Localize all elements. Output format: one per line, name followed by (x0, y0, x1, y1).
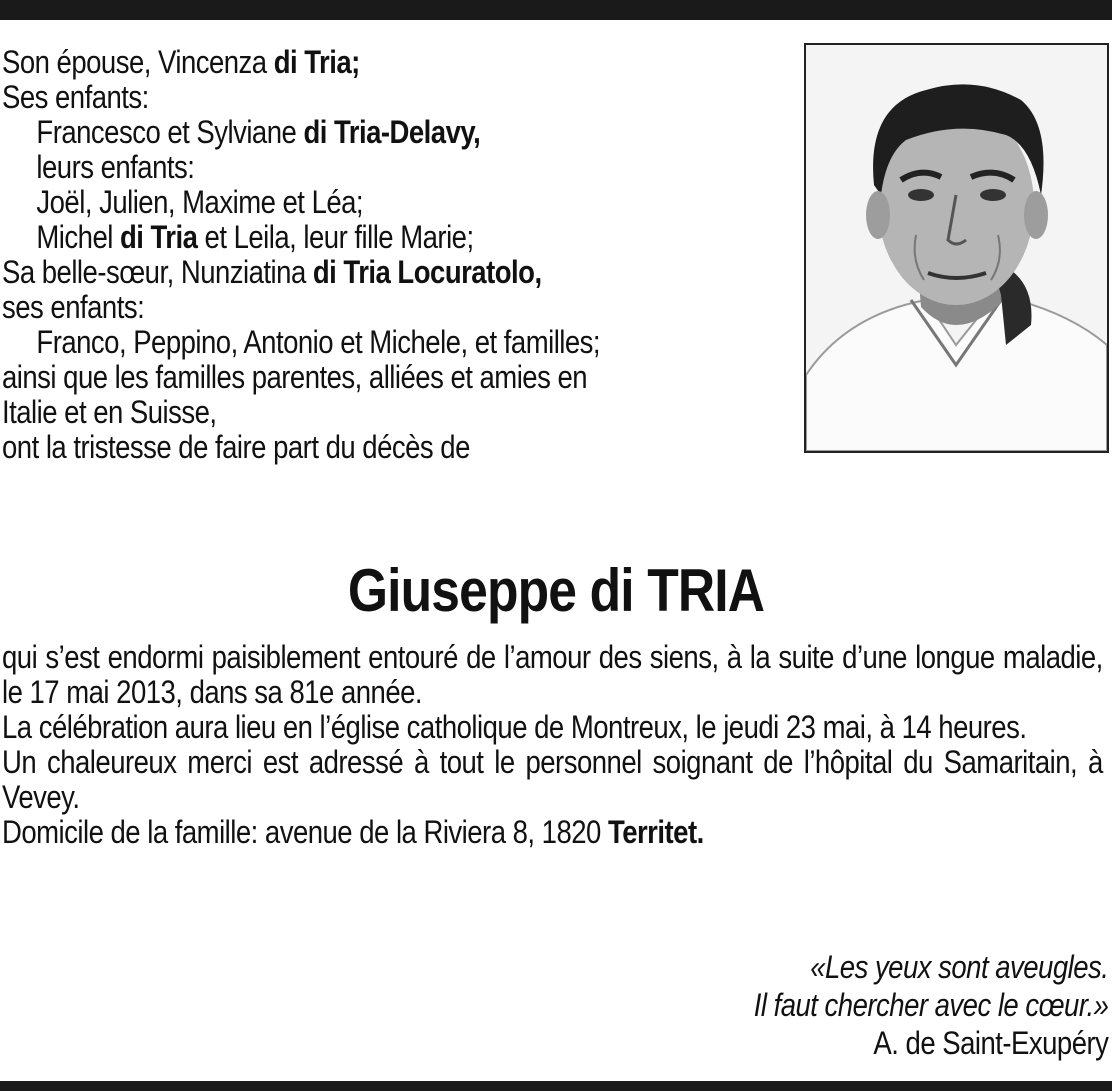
intro-line: ainsi que les familles parentes, alliées et amies en (2, 359, 588, 395)
quote-block (696, 948, 1108, 1062)
intro-line: ont la tristesse de faire part du décès de (2, 429, 470, 465)
intro-line: Son épouse, Vincenza di Tria; (2, 44, 360, 80)
notice-body (2, 640, 1112, 850)
intro-line: leurs enfants: (36, 149, 195, 185)
portrait-photo (804, 43, 1109, 453)
quote-line: «Les yeux sont aveugles. (809, 949, 1108, 985)
quote-line: Il faut chercher avec le cœur.» (753, 987, 1108, 1023)
intro-line: Michel di Tria et Leila, leur fille Marie; (36, 219, 474, 255)
paragraph: Un chaleureux merci est adressé à tout le personnel soignant de l’hôpital du Samaritain, à Vevey. (2, 744, 1103, 815)
portrait-illustration (806, 45, 1107, 451)
intro-line: ses enfants: (2, 289, 145, 325)
paragraph: qui s’est endormi paisiblement entouré de l’amour des siens, à la suite d’une longue maladie, le 17 mai 2013, dans sa 81e année. (2, 639, 1103, 710)
intro-line: Franco, Peppino, Antonio et Michele, et familles; (36, 324, 601, 360)
bottom-rule (0, 1081, 1112, 1091)
intro-line: Sa belle-sœur, Nunziatina di Tria Locuratolo, (2, 254, 542, 290)
paragraph: La célébration aura lieu en l’église catholique de Montreux, le jeudi 23 mai, à 14 heures. (2, 709, 1027, 745)
top-rule (0, 0, 1112, 20)
intro-line: Joël, Julien, Maxime et Léa; (36, 184, 364, 220)
paragraph: Domicile de la famille: avenue de la Riviera 8, 1820 Territet. (2, 814, 704, 850)
intro-line: Francesco et Sylviane di Tria-Delavy, (36, 114, 481, 150)
intro-line: Italie et en Suisse, (2, 394, 217, 430)
deceased-name: Giuseppe di TRIA (347, 557, 765, 624)
intro-line: Ses enfants: (2, 79, 149, 115)
family-list (2, 45, 697, 465)
quote-author: A. de Saint-Exupéry (873, 1025, 1108, 1061)
